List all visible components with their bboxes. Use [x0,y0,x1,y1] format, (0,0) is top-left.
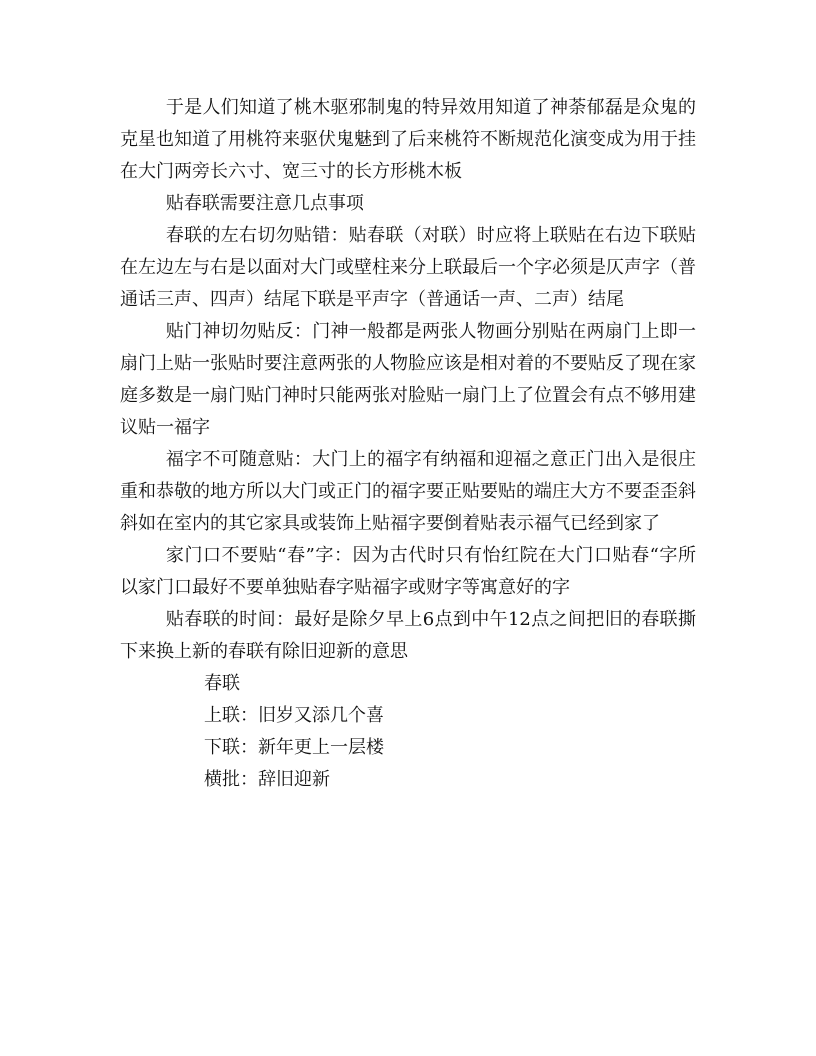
couplet-lower-line: 下联：新年更上一层楼 [204,737,384,758]
couplet-heading: 春联 [204,673,240,694]
paragraph-left-right: 春联的左右切勿贴错：贴春联（对联）时应将上联贴在右边下联贴在左边左与右是以面对大门或壁柱来分上联最后一个字必须是仄声字（普通话三声、四声）结尾下联是平声字（普通话一声、二声）结尾 [120,225,696,310]
document-body [120,92,696,796]
paragraph-peach-wood: 于是人们知道了桃木驱邪制鬼的特异效用知道了神荼郁磊是众鬼的克星也知道了用桃符来驱伏鬼魅到了后来桃符不断规范化演变成为用于挂在大门两旁长六寸、宽三寸的长方形桃木板 [120,97,696,182]
paragraph-timing: 贴春联的时间：最好是除夕早上6点到中午12点之间把旧的春联撕下来换上新的春联有除旧迎新的意思 [120,609,696,662]
paragraph-fu-character: 福字不可随意贴：大门上的福字有纳福和迎福之意正门出入是很庄重和恭敬的地方所以大门或正门的福字要正贴要贴的端庄大方不要歪歪斜斜如在室内的其它家具或装饰上贴福字要倒着贴表示福气已经到家了 [120,449,696,534]
couplet-upper-line: 上联：旧岁又添几个喜 [204,705,384,726]
couplet-horizontal-scroll: 横批：辞旧迎新 [204,769,330,790]
section-heading-notes: 贴春联需要注意几点事项 [165,193,364,214]
paragraph-chun-character: 家门口不要贴“春”字：因为古代时只有怡红院在大门口贴春“字所以家门口最好不要单独贴春字贴福字或财字等寓意好的字 [120,545,696,598]
paragraph-door-gods: 贴门神切勿贴反：门神一般都是两张人物画分别贴在两扇门上即一扇门上贴一张贴时要注意两张的人物脸应该是相对着的不要贴反了现在家庭多数是一扇门贴门神时只能两张对脸贴一扇门上了位置会有点不够用建议贴一福字 [120,321,696,438]
